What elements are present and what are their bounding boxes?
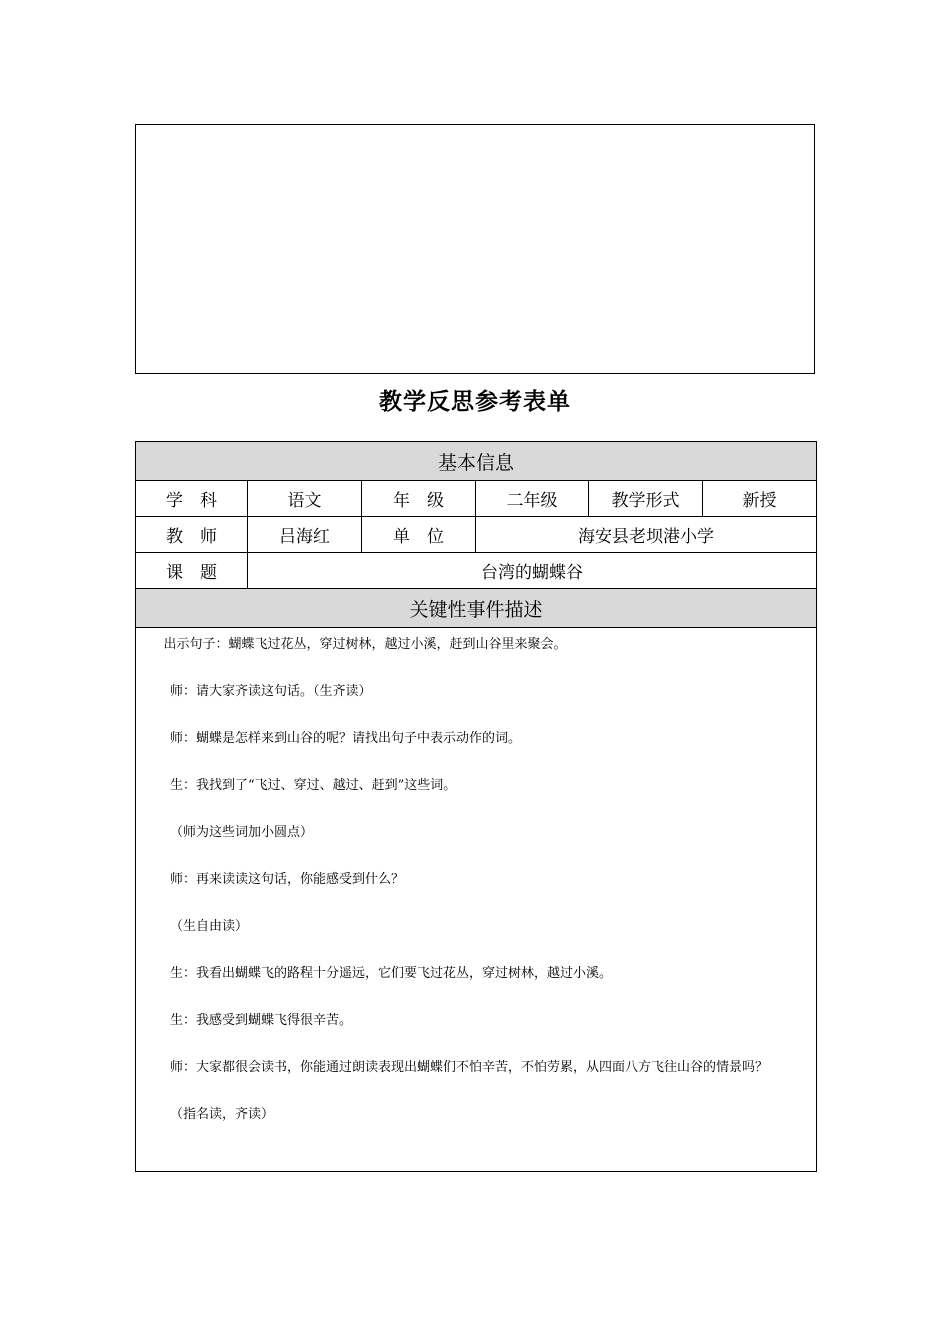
event-paragraph: 师：大家都很会读书，你能通过朗读表现出蝴蝶们不怕辛苦，不怕劳累，从四面八方飞往山谷的情景吗？ (170, 1060, 769, 1075)
event-paragraph: 师：再来读读这句话，你能感受到什么？ (170, 872, 405, 887)
reflection-form-table (135, 441, 817, 1172)
event-paragraph: 生：我感受到蝴蝶飞得很辛苦。 (170, 1013, 353, 1028)
teaching-form-value: 新授 (703, 481, 817, 517)
unit-value: 海安县老坝港小学 (476, 517, 817, 553)
teacher-value: 吕海红 (248, 517, 362, 553)
event-paragraph: 生：我找到了“飞过、穿过、越过、赶到”这些词。 (170, 778, 457, 793)
event-paragraph: 师：蝴蝶是怎样来到山谷的呢？请找出句子中表示动作的词。 (170, 731, 522, 746)
event-paragraph: （师为这些词加小圆点） (170, 825, 314, 840)
event-paragraph: （指名读，齐读） (170, 1107, 275, 1122)
key-events-header: 关键性事件描述 (136, 589, 817, 628)
document-title: 教学反思参考表单 (379, 389, 571, 415)
topic-value: 台湾的蝴蝶谷 (248, 553, 817, 589)
event-paragraph: 师：请大家齐读这句话。（生齐读） (170, 684, 372, 699)
basic-info-header: 基本信息 (136, 442, 817, 481)
unit-label: 单 位 (362, 517, 476, 553)
teacher-label: 教 师 (136, 517, 248, 553)
topic-label: 课 题 (136, 553, 248, 589)
subject-value: 语文 (248, 481, 362, 517)
event-paragraph: 生：我看出蝴蝶飞的路程十分遥远，它们要飞过花丛，穿过树林，越过小溪。 (170, 966, 613, 981)
key-events-content (136, 628, 817, 1172)
grade-label: 年 级 (362, 481, 476, 517)
teaching-form-label: 教学形式 (589, 481, 703, 517)
top-empty-box (135, 124, 815, 374)
event-paragraph: （生自由读） (170, 919, 249, 934)
subject-label: 学 科 (136, 481, 248, 517)
event-paragraph: 出示句子：蝴蝶飞过花丛，穿过树林，越过小溪，赶到山谷里来聚会。 (163, 637, 567, 652)
grade-value: 二年级 (476, 481, 589, 517)
